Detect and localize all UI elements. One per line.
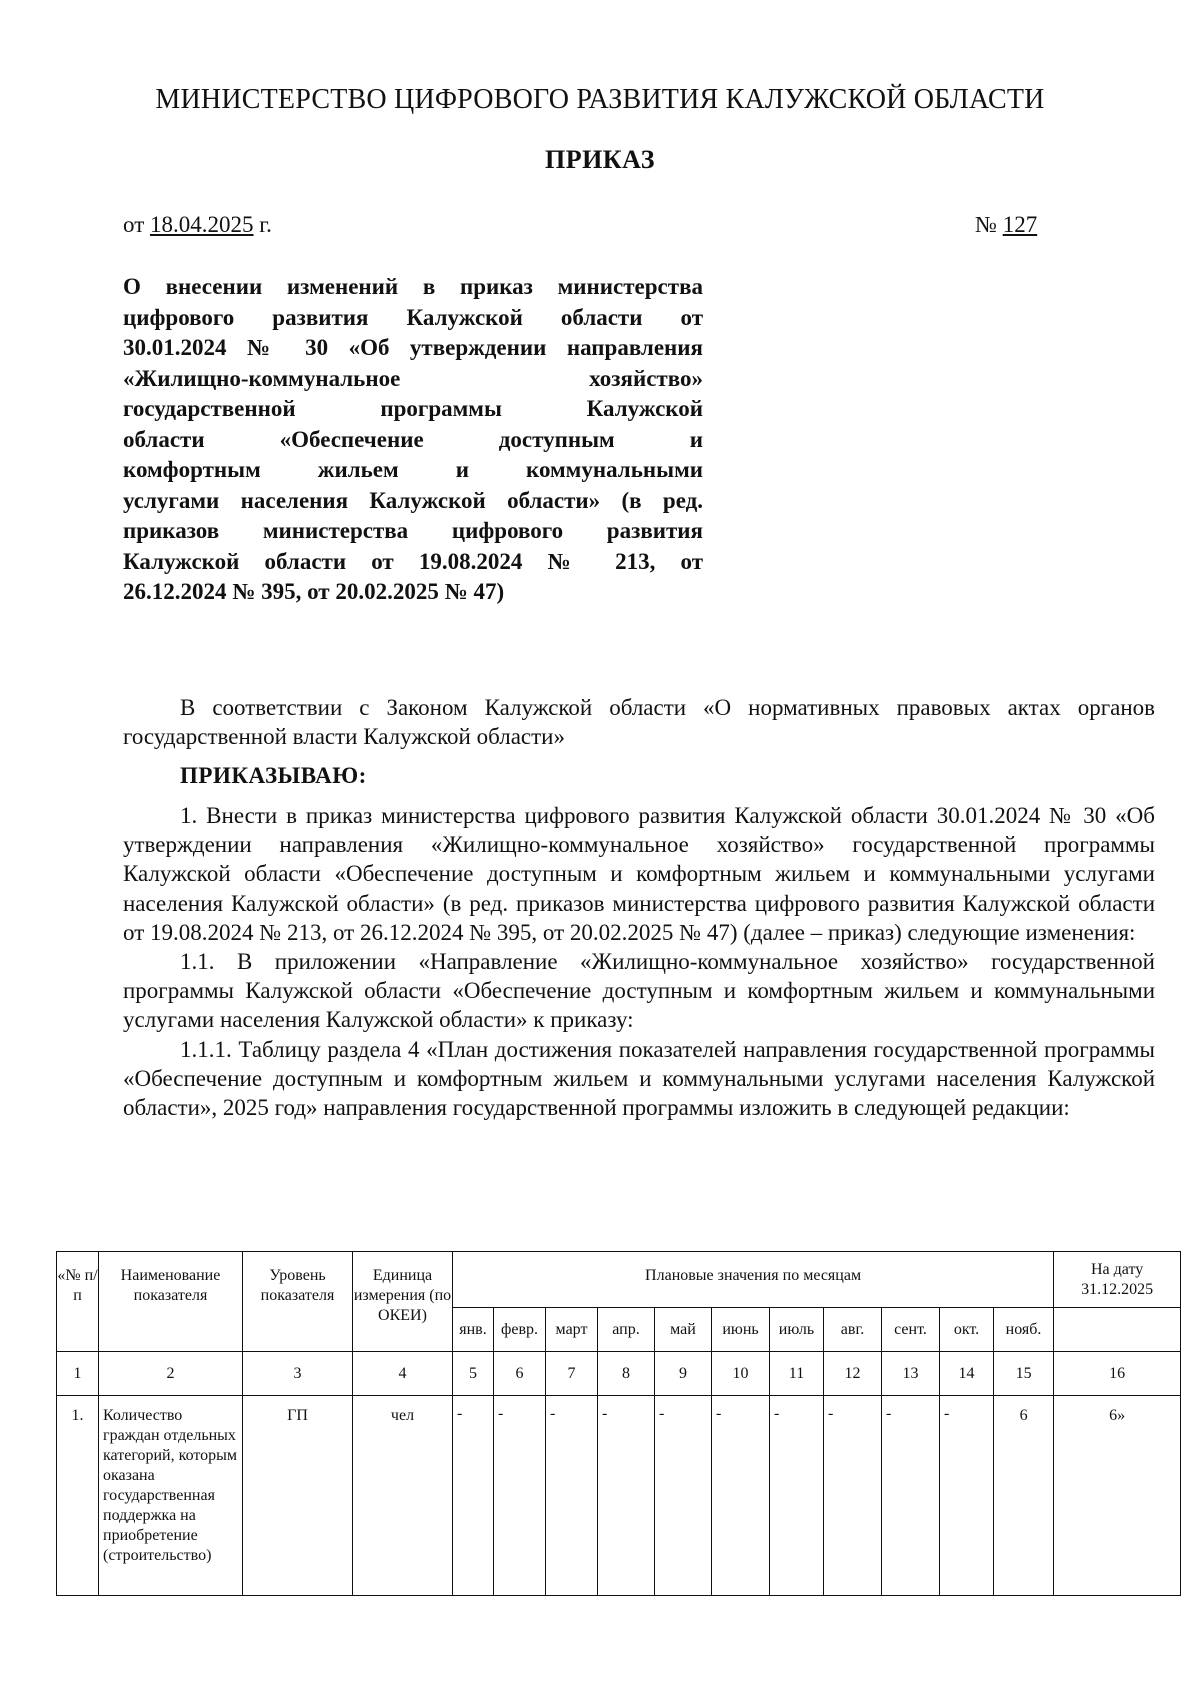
- month-value: -: [598, 1396, 655, 1596]
- month-header: июль: [770, 1308, 824, 1352]
- column-number: 12: [824, 1352, 882, 1396]
- subject-line: услугами населения Калужской области» (в ред.: [123, 487, 703, 513]
- preamble-paragraph: В соответствии с Законом Калужской области «О нормативных правовых актах органов государственной власти Калужской области»: [123, 695, 1155, 750]
- month-header: март: [546, 1308, 598, 1352]
- month-header: сент.: [882, 1308, 940, 1352]
- ministry-name: МИНИСТЕРСТВО ЦИФРОВОГО РАЗВИТИЯ КАЛУЖСКОЙ ОБЛАСТИ: [155, 84, 1045, 115]
- column-number: 11: [770, 1352, 824, 1396]
- month-value: -: [940, 1396, 994, 1596]
- month-value: -: [655, 1396, 712, 1596]
- column-number: 15: [994, 1352, 1054, 1396]
- subject-line: приказов министерства цифрового развития: [123, 518, 703, 543]
- month-header: февр.: [494, 1308, 546, 1352]
- table-row: [57, 1396, 1181, 1596]
- order-number-line: [975, 212, 1037, 238]
- paragraph-item-1-1-1: 1.1.1. Таблицу раздела 4 «План достижения показателей направления государственной программы «Обеспечение доступным и комфортным жильем и коммунальными услугами населения Калужской области», 2025 год» направления государственной программы изложить в следующей редакции:: [123, 1036, 1155, 1121]
- header-number: «№ п/п: [57, 1252, 99, 1352]
- month-value: 6: [994, 1396, 1054, 1596]
- month-value: -: [824, 1396, 882, 1596]
- subject-line: цифрового развития Калужской области от: [123, 304, 703, 330]
- month-header: май: [655, 1308, 712, 1352]
- header-indicator-name: Наименование показателя: [99, 1252, 243, 1352]
- header-unit: Единица измерения (по ОКЕИ): [353, 1252, 453, 1352]
- column-number: 5: [453, 1352, 494, 1396]
- subject-line: «Жилищно-коммунальное хозяйство»: [123, 365, 703, 391]
- subject-line: О внесении изменений в приказ министерства: [123, 274, 703, 299]
- order-date-line: [123, 212, 272, 238]
- column-number: 2: [99, 1352, 243, 1396]
- paragraph-item-1: 1. Внести в приказ министерства цифрового развития Калужской области 30.01.2024 № 30 «Об утверждении направления «Жилищно-коммунальное хозяйство» государственной программы Калужской области «Обеспечение доступным и комфортным жильем и коммунальными услугами населения Калужской области» (в ред. приказов министерства цифрового развития Калужской области от 19.08.2024 № 213, от 26.12.2024 № 395, от 20.02.2025 № 47) (далее – приказ) следующие изменения:: [123, 803, 1155, 945]
- indicator-unit: чел: [353, 1396, 453, 1596]
- number-prefix: №: [975, 212, 997, 237]
- date-suffix: г.: [259, 212, 272, 237]
- month-value: -: [453, 1396, 494, 1596]
- order-number: 127: [1002, 212, 1038, 237]
- column-number: 9: [655, 1352, 712, 1396]
- month-header: окт.: [940, 1308, 994, 1352]
- indicator-plan-table: [56, 1251, 1181, 1596]
- subject-line: 26.12.2024 № 395, от 20.02.2025 № 47): [123, 579, 505, 604]
- date-prefix: от: [123, 212, 145, 237]
- column-number: 13: [882, 1352, 940, 1396]
- month-header: июнь: [712, 1308, 770, 1352]
- column-number: 14: [940, 1352, 994, 1396]
- column-number: 7: [546, 1352, 598, 1396]
- column-number: 8: [598, 1352, 655, 1396]
- column-number: 16: [1054, 1352, 1181, 1396]
- month-value: -: [546, 1396, 598, 1596]
- month-value: -: [712, 1396, 770, 1596]
- month-header: янв.: [453, 1308, 494, 1352]
- column-number: 10: [712, 1352, 770, 1396]
- subject-line: области «Обеспечение доступным и: [123, 426, 703, 452]
- order-title: ПРИКАЗ: [544, 145, 656, 174]
- month-value: -: [882, 1396, 940, 1596]
- column-number: 1: [57, 1352, 99, 1396]
- order-directive: ПРИКАЗЫВАЮ:: [180, 763, 367, 788]
- header-indicator-level: Уровень показателя: [243, 1252, 353, 1352]
- subject-line: 30.01.2024 № 30 «Об утверждении направления: [123, 335, 703, 360]
- month-header: нояб.: [994, 1308, 1054, 1352]
- paragraph-item-1-1: 1.1. В приложении «Направление «Жилищно-коммунальное хозяйство» государственной программы Калужской области «Обеспечение доступным и комфортным жильем и коммунальными услугами населения Калужской области» к приказу:: [123, 949, 1155, 1033]
- month-value: -: [770, 1396, 824, 1596]
- subject-line: Калужской области от 19.08.2024 № 213, от: [123, 548, 703, 574]
- row-number: 1.: [57, 1396, 99, 1596]
- subject-line: комфортным жильем и коммунальными: [123, 457, 703, 482]
- order-date: 18.04.2025: [150, 212, 254, 237]
- empty-header-cell: [1054, 1308, 1181, 1352]
- indicator-name: Количество граждан отдельных категорий, которым оказана государственная поддержка на приобретение (строительство): [99, 1396, 243, 1596]
- month-header: апр.: [598, 1308, 655, 1352]
- month-value: -: [494, 1396, 546, 1596]
- header-date-value: На дату 31.12.2025: [1054, 1252, 1181, 1308]
- date-value: 6»: [1054, 1396, 1181, 1596]
- column-number: 4: [353, 1352, 453, 1396]
- order-subject: [123, 272, 703, 608]
- column-number: 6: [494, 1352, 546, 1396]
- column-number: 3: [243, 1352, 353, 1396]
- indicator-level: ГП: [243, 1396, 353, 1596]
- header-monthly-values: Плановые значения по месяцам: [453, 1252, 1054, 1308]
- month-header: авг.: [824, 1308, 882, 1352]
- subject-line: государственной программы Калужской: [123, 396, 703, 421]
